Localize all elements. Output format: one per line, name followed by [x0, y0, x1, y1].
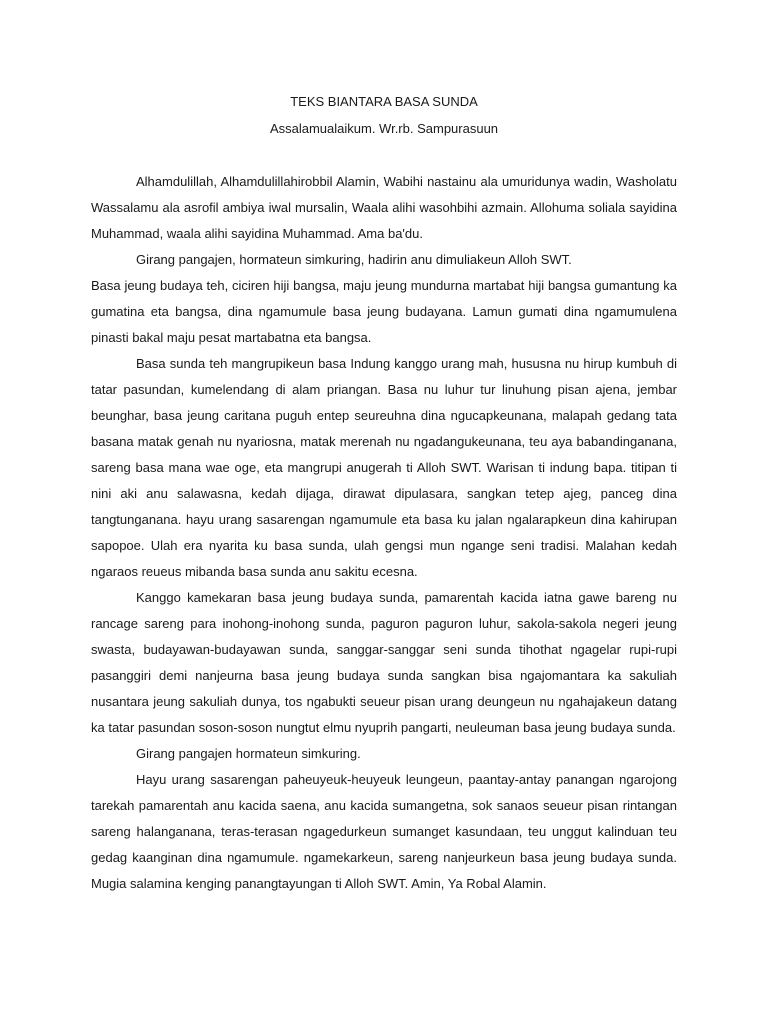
paragraph-address: Girang pangajen, hormateun simkuring, hadirin anu dimuliakeun Alloh SWT. [136, 252, 572, 267]
paragraph-opening: Alhamdulillah, Alhamdulillahirobbil Alamin, Wabihi nastainu ala umuridunya wadin, Washolatu Wassalamu ala asrofil ambiya iwal mursalin, Waala alihi wasohbihi azmain. Allohuma soliala sayidina Muhammad, waala alihi sayidina Muhammad. Ama ba'du. [91, 174, 677, 241]
document-title: TEKS BIANTARA BASA SUNDA [290, 94, 478, 109]
paragraph-mother-tongue: Basa sunda teh mangrupikeun basa Indung kanggo urang mah, hususna nu hirup kumbuh di tatar pasundan, kumelendang di alam priangan. Basa nu luhur tur linuhung pisan ajena, jembar beunghar, basa jeung caritana puguh entep seureuhna dina ngucapkeunana, malapah gedang tata basana matak genah nu nyariosna, matak merenah nu ngadangukeunana, teu aya babandinganana, sareng basa mana wae oge, eta mangrupi anugerah ti Alloh SWT. Warisan ti indung bapa. titipan ti nini aki anu salawasna, kedah dijaga, dirawat dipulasara, sangkan tetep ajeg, panceg dina tangtunganana. hayu urang sasarengan ngamumule eta basa ku jalan ngalarapkeun dina kahirupan sapopoe. Ulah era nyarita ku basa sunda, ulah gengsi mun ngange seni tradisi. Malahan kedah ngaraos reueus mibanda basa sunda anu sakitu ecesna. [91, 356, 677, 579]
greeting-line: Assalamualaikum. Wr.rb. Sampurasuun [269, 121, 499, 136]
paragraph-development: Kanggo kamekaran basa jeung budaya sunda, pamarentah kacida iatna gawe bareng nu rancage sareng para inohong-inohong sunda, paguron paguron luhur, sakola-sakola negeri jeung swasta, budayawan-budayawan sunda, sanggar-sanggar seni sunda tihothat ngagelar rupi-rupi pasanggiri demi nanjeurna basa jeung budaya sunda sangkan bisa ngajomantara ka sakuliah nusantara jeung sakuliah dunya, tos ngabukti seueur pisan urang deungeun nu ngahajakeun datang ka tatar pasundan soson-soson nungtut elmu nyuprih pangarti, neuleuman basa jeung budaya sunda. [91, 590, 677, 735]
document-body [91, 169, 677, 897]
document-content [91, 92, 677, 897]
paragraph-culture: Basa jeung budaya teh, ciciren hiji bangsa, maju jeung mundurna martabat hiji bangsa gumantung ka gumatina eta bangsa, dina ngamumule basa jeung budayana. Lamun gumati dina ngamumulena pinasti bakal maju pesat martabatna eta bangsa. [91, 278, 677, 345]
paragraph-address-2: Girang pangajen hormateun simkuring. [136, 746, 361, 761]
paragraph-closing: Hayu urang sasarengan paheuyeuk-heuyeuk leungeun, paantay-antay panangan ngarojong tarekah pamarentah anu kacida saena, anu kacida sumangetna, sok sanaos seueur pisan rintangan sareng halanganana, teras-terasan ngagedurkeun sumanget kasundaan, teu unggut kalinduan teu gedag kaanginan dina ngamumule. ngamekarkeun, sareng nanjeurkeun basa jeung budaya sunda. Mugia salamina kenging panangtayungan ti Alloh SWT. Amin, Ya Robal Alamin. [91, 772, 677, 891]
